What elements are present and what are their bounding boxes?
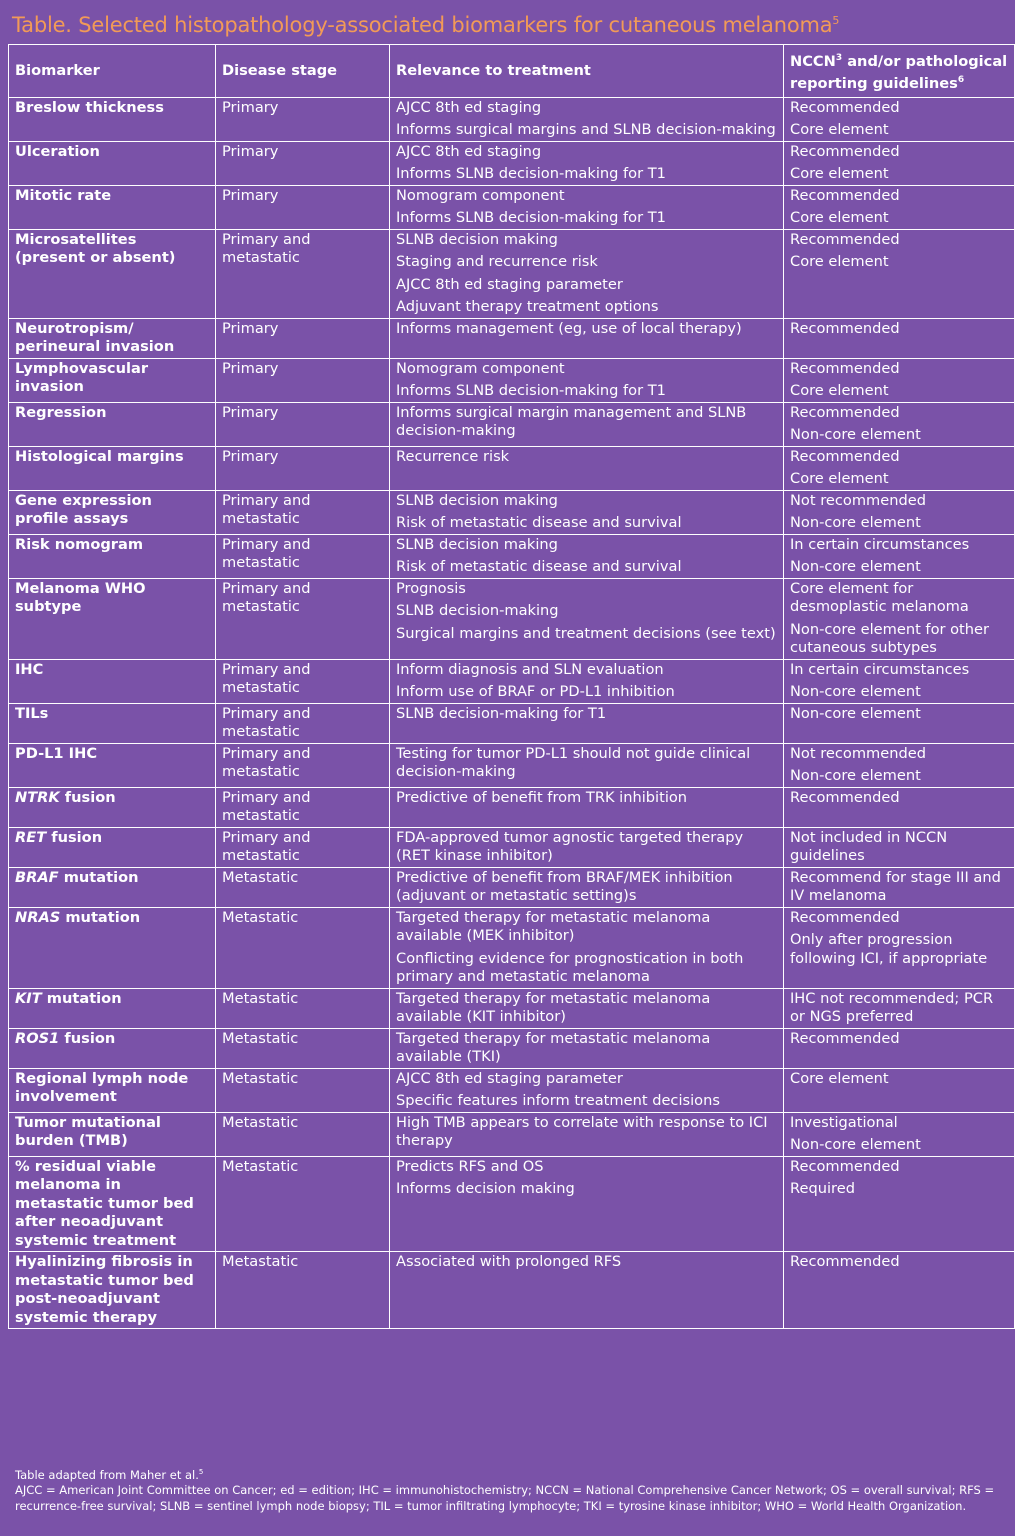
biomarker-name: Microsatellites (present or absent) [15,230,176,267]
relevance-item: Recurrence risk [396,447,510,465]
guidelines-cell [784,659,1015,703]
relevance-item: Conflicting evidence for prognostication in both primary and metastatic melanoma [396,949,744,986]
guidelines-cell [784,907,1015,988]
biomarker-name: Regression [15,403,107,421]
table-row [9,827,1015,867]
header-guidelines-text: and/or pathological reporting guidelines [790,52,1008,93]
biomarker-cell [9,1112,216,1156]
title-reference: 5 [832,14,840,27]
relevance-item: Informs SLNB decision-making for T1 [396,209,666,227]
biomarker-cell [9,787,216,827]
table-row [9,743,1015,787]
guideline-item: Recommend for stage III and IV melanoma [790,868,1001,905]
guidelines-cell [784,578,1015,659]
biomarker-name: Neurotropism/ perineural invasion [15,319,175,356]
guidelines-cell [784,97,1015,141]
biomarker-name: Histological margins [15,447,184,465]
guidelines-cell [784,185,1015,229]
relevance-item: SLNB decision-making [396,602,559,620]
guidelines-cell [784,1028,1015,1068]
relevance-item: SLNB decision making [396,491,558,509]
table-row [9,1252,1015,1329]
biomarker-name: mutation [60,908,141,926]
relevance-item: Informs surgical margin management and SLNB decision-making [396,403,747,440]
relevance-item: Inform diagnosis and SLN evaluation [396,660,664,678]
guideline-item: Not included in NCCN guidelines [790,828,948,865]
gene-name: RET [15,828,47,846]
table-row [9,867,1015,907]
biomarker-cell [9,1028,216,1068]
disease-stage-cell: Primary [216,141,390,185]
disease-stage-cell: Primary and metastatic [216,659,390,703]
biomarker-name: Gene expression profile assays [15,491,152,528]
guideline-item: Recommended [790,1157,900,1175]
guideline-item: Recommended [790,359,900,377]
biomarker-cell [9,318,216,358]
disease-stage-cell: Primary and metastatic [216,534,390,578]
biomarker-cell [9,867,216,907]
table-row [9,402,1015,446]
guidelines-cell [784,1156,1015,1252]
relevance-cell [390,827,784,867]
guideline-item: Non-core element [790,1136,921,1154]
disease-stage-cell: Primary [216,185,390,229]
guideline-item: Recommended [790,230,900,248]
guideline-item: Recommended [790,186,900,204]
header-biomarker: Biomarker [9,45,216,98]
relevance-item: FDA-approved tumor agnostic targeted therapy (RET kinase inhibitor) [396,828,744,865]
relevance-item: Specific features inform treatment decisions [396,1092,720,1110]
table-row [9,907,1015,988]
table-row [9,988,1015,1028]
relevance-item: High TMB appears to correlate with response to ICI therapy [396,1113,768,1150]
biomarker-name: fusion [59,788,116,806]
biomarker-name: mutation [41,989,122,1007]
guideline-item: Non-core element [790,558,921,576]
table-row [9,578,1015,659]
gene-name: NTRK [15,788,60,806]
guideline-item: Non-core element [790,767,921,785]
relevance-cell [390,659,784,703]
table-row [9,1028,1015,1068]
relevance-cell [390,1068,784,1112]
guideline-item: Recommended [790,403,900,421]
guideline-item: Recommended [790,1029,900,1047]
relevance-item: Staging and recurrence risk [396,253,598,271]
guideline-item: Recommended [790,447,900,465]
disease-stage-cell: Primary and metastatic [216,578,390,659]
guideline-item: Recommended [790,1253,900,1271]
relevance-item: Nomogram component [396,186,565,204]
relevance-item: Predictive of benefit from TRK inhibition [396,788,688,806]
biomarker-name: Regional lymph node involvement [15,1069,189,1106]
biomarker-cell [9,141,216,185]
guideline-item: Recommended [790,788,900,806]
biomarker-name: Lymphovascular invasion [15,359,149,396]
guideline-item: In certain circumstances [790,660,970,678]
header-disease-stage: Disease stage [216,45,390,98]
biomarker-cell [9,907,216,988]
guideline-item: Non-core element [790,704,921,722]
disease-stage-cell: Primary [216,446,390,490]
disease-stage-cell: Primary [216,318,390,358]
biomarker-cell [9,988,216,1028]
disease-stage-cell: Primary and metastatic [216,490,390,534]
relevance-item: Informs management (eg, use of local therapy) [396,319,742,337]
biomarker-cell [9,97,216,141]
table-body [9,97,1015,1329]
relevance-cell [390,867,784,907]
biomarker-cell [9,446,216,490]
guidelines-cell [784,988,1015,1028]
biomarker-cell [9,1068,216,1112]
relevance-cell [390,1112,784,1156]
guidelines-cell [784,534,1015,578]
table-row [9,358,1015,402]
header-guidelines-ref: 6 [957,75,965,86]
biomarker-cell [9,743,216,787]
gene-name: BRAF [15,868,59,886]
table-row [9,1068,1015,1112]
table-row [9,318,1015,358]
disease-stage-cell: Metastatic [216,867,390,907]
guideline-item: IHC not recommended; PCR or NGS preferred [790,989,994,1026]
guideline-item: Core element [790,470,889,488]
biomarker-name: TILs [15,704,49,722]
table-row [9,1112,1015,1156]
biomarker-cell [9,229,216,318]
table-row [9,97,1015,141]
disease-stage-cell: Primary [216,402,390,446]
relevance-item: Inform use of BRAF or PD-L1 inhibition [396,683,675,701]
table-row [9,141,1015,185]
disease-stage-cell: Primary [216,97,390,141]
guideline-item: Recommended [790,142,900,160]
biomarker-table [8,44,1015,1329]
biomarker-cell [9,827,216,867]
biomarker-cell [9,185,216,229]
guidelines-cell [784,1112,1015,1156]
relevance-cell [390,787,784,827]
relevance-cell [390,402,784,446]
relevance-item: Associated with prolonged RFS [396,1253,622,1271]
biomarker-cell [9,578,216,659]
table-row [9,446,1015,490]
guideline-item: In certain circumstances [790,535,970,553]
relevance-item: SLNB decision making [396,535,558,553]
guidelines-cell [784,141,1015,185]
guidelines-cell [784,402,1015,446]
guidelines-cell [784,827,1015,867]
guideline-item: Core element [790,253,889,271]
guideline-item: Core element [790,121,889,139]
guideline-item: Core element for desmoplastic melanoma [790,579,969,616]
gene-name: KIT [15,989,42,1007]
relevance-cell [390,988,784,1028]
guidelines-cell [784,1252,1015,1329]
disease-stage-cell: Metastatic [216,988,390,1028]
relevance-item: Targeted therapy for metastatic melanoma available (MEK inhibitor) [396,908,711,945]
relevance-cell [390,446,784,490]
biomarker-cell [9,358,216,402]
guideline-item: Non-core element [790,514,921,532]
footnote-source-ref: 5 [198,1468,204,1476]
disease-stage-cell: Metastatic [216,1252,390,1329]
disease-stage-cell: Metastatic [216,1156,390,1252]
relevance-cell [390,318,784,358]
relevance-item: SLNB decision making [396,230,558,248]
guideline-item: Non-core element [790,683,921,701]
guideline-item: Not recommended [790,491,926,509]
biomarker-cell [9,490,216,534]
relevance-item: Adjuvant therapy treatment options [396,298,659,316]
relevance-cell [390,743,784,787]
relevance-item: Informs decision making [396,1180,575,1198]
guideline-item: Core element [790,382,889,400]
relevance-item: Informs SLNB decision-making for T1 [396,382,666,400]
guidelines-cell [784,867,1015,907]
relevance-item: Targeted therapy for metastatic melanoma available (TKI) [396,1029,711,1066]
disease-stage-cell: Primary [216,358,390,402]
biomarker-name: Ulceration [15,142,100,160]
disease-stage-cell: Metastatic [216,1028,390,1068]
guideline-item: Required [790,1180,855,1198]
relevance-item: Risk of metastatic disease and survival [396,558,682,576]
table-header-row [9,45,1015,98]
biomarker-name: Tumor mutational burden (TMB) [15,1113,161,1150]
disease-stage-cell: Primary and metastatic [216,229,390,318]
guideline-item: Core element [790,165,889,183]
relevance-cell [390,578,784,659]
relevance-cell [390,490,784,534]
relevance-item: Nomogram component [396,359,565,377]
table-row [9,787,1015,827]
table-row [9,659,1015,703]
biomarker-cell [9,1252,216,1329]
relevance-item: Informs surgical margins and SLNB decision-making [396,121,776,139]
relevance-item: AJCC 8th ed staging [396,142,542,160]
relevance-item: Predicts RFS and OS [396,1157,544,1175]
table-row [9,703,1015,743]
guidelines-cell [784,490,1015,534]
guideline-item: Core element [790,1069,889,1087]
header-relevance: Relevance to treatment [390,45,784,98]
header-nccn-ref: 3 [835,53,843,63]
relevance-cell [390,97,784,141]
guideline-item: Investigational [790,1113,898,1131]
biomarker-name: IHC [15,660,44,678]
guidelines-cell [784,446,1015,490]
relevance-item: Testing for tumor PD-L1 should not guide clinical decision-making [396,744,751,781]
header-nccn: NCCN [790,52,836,70]
relevance-cell [390,141,784,185]
relevance-cell [390,1252,784,1329]
table-row [9,185,1015,229]
disease-stage-cell: Primary and metastatic [216,743,390,787]
footnote [15,1465,1005,1514]
relevance-item: AJCC 8th ed staging parameter [396,275,623,293]
relevance-item: Targeted therapy for metastatic melanoma available (KIT inhibitor) [396,989,711,1026]
relevance-item: Informs SLNB decision-making for T1 [396,165,666,183]
relevance-cell [390,703,784,743]
relevance-item: Prognosis [396,579,466,597]
relevance-cell [390,907,784,988]
relevance-cell [390,358,784,402]
guideline-item: Non-core element for other cutaneous subtypes [790,620,990,657]
disease-stage-cell: Primary and metastatic [216,827,390,867]
table-title-text: Table. Selected histopathology-associated biomarkers for cutaneous melanoma [12,13,833,37]
biomarker-name: PD-L1 IHC [15,744,98,762]
footnote-source [15,1465,1005,1483]
biomarker-cell [9,703,216,743]
disease-stage-cell: Metastatic [216,1112,390,1156]
footnote-source-text: Table adapted from Maher et al. [15,1467,199,1482]
header-guidelines [784,45,1015,98]
guidelines-cell [784,358,1015,402]
guidelines-cell [784,703,1015,743]
gene-name: NRAS [15,908,61,926]
relevance-item: Surgical margins and treatment decisions (see text) [396,624,776,642]
relevance-item: AJCC 8th ed staging [396,98,542,116]
guideline-item: Core element [790,209,889,227]
biomarker-cell [9,1156,216,1252]
relevance-cell [390,1028,784,1068]
disease-stage-cell: Primary and metastatic [216,703,390,743]
guideline-item: Not recommended [790,744,926,762]
biomarker-cell [9,402,216,446]
guideline-item: Recommended [790,319,900,337]
table-row [9,534,1015,578]
gene-name: ROS1 [15,1029,60,1047]
table-title [12,6,1015,40]
relevance-cell [390,1156,784,1252]
biomarker-name: Risk nomogram [15,535,144,553]
biomarker-name: % residual viable melanoma in metastatic tumor bed after neoadjuvant systemic treatment [15,1157,194,1249]
guidelines-cell [784,1068,1015,1112]
guidelines-cell [784,787,1015,827]
biomarker-name: Breslow thickness [15,98,164,116]
relevance-cell [390,534,784,578]
relevance-item: Risk of metastatic disease and survival [396,514,682,532]
biomarker-name: fusion [46,828,103,846]
disease-stage-cell: Metastatic [216,907,390,988]
relevance-item: SLNB decision-making for T1 [396,704,607,722]
guidelines-cell [784,318,1015,358]
table-row [9,490,1015,534]
disease-stage-cell: Metastatic [216,1068,390,1112]
biomarker-name: mutation [58,868,139,886]
relevance-item: Predictive of benefit from BRAF/MEK inhibition (adjuvant or metastatic setting)s [396,868,733,905]
relevance-cell [390,185,784,229]
disease-stage-cell: Primary and metastatic [216,787,390,827]
guideline-item: Only after progression following ICI, if appropriate [790,931,988,967]
guideline-item: Recommended [790,908,900,926]
biomarker-cell [9,534,216,578]
relevance-item: AJCC 8th ed staging parameter [396,1069,623,1087]
relevance-cell [390,229,784,318]
biomarker-name: Mitotic rate [15,186,112,204]
table-row [9,1156,1015,1252]
guidelines-cell [784,229,1015,318]
biomarker-name: Melanoma WHO subtype [15,579,146,616]
guideline-item: Recommended [790,98,900,116]
footnote-abbreviations: AJCC = American Joint Committee on Cancer; ed = edition; IHC = immunohistochemistry; NCCN = National Comprehensive Cancer Network; OS = overall survival; RFS = recurrence-free survival; SLNB = sentinel lymph node biopsy; TIL = tumor infiltrating lymphocyte; TKI = tyrosine kinase inhibitor; WHO = World Health Organization. [15,1483,995,1513]
guideline-item: Non-core element [790,426,921,444]
table-row [9,229,1015,318]
biomarker-name: Hyalinizing fibrosis in metastatic tumor bed post-neoadjuvant systemic therapy [15,1253,194,1326]
biomarker-cell [9,659,216,703]
biomarker-name: fusion [59,1029,116,1047]
guidelines-cell [784,743,1015,787]
